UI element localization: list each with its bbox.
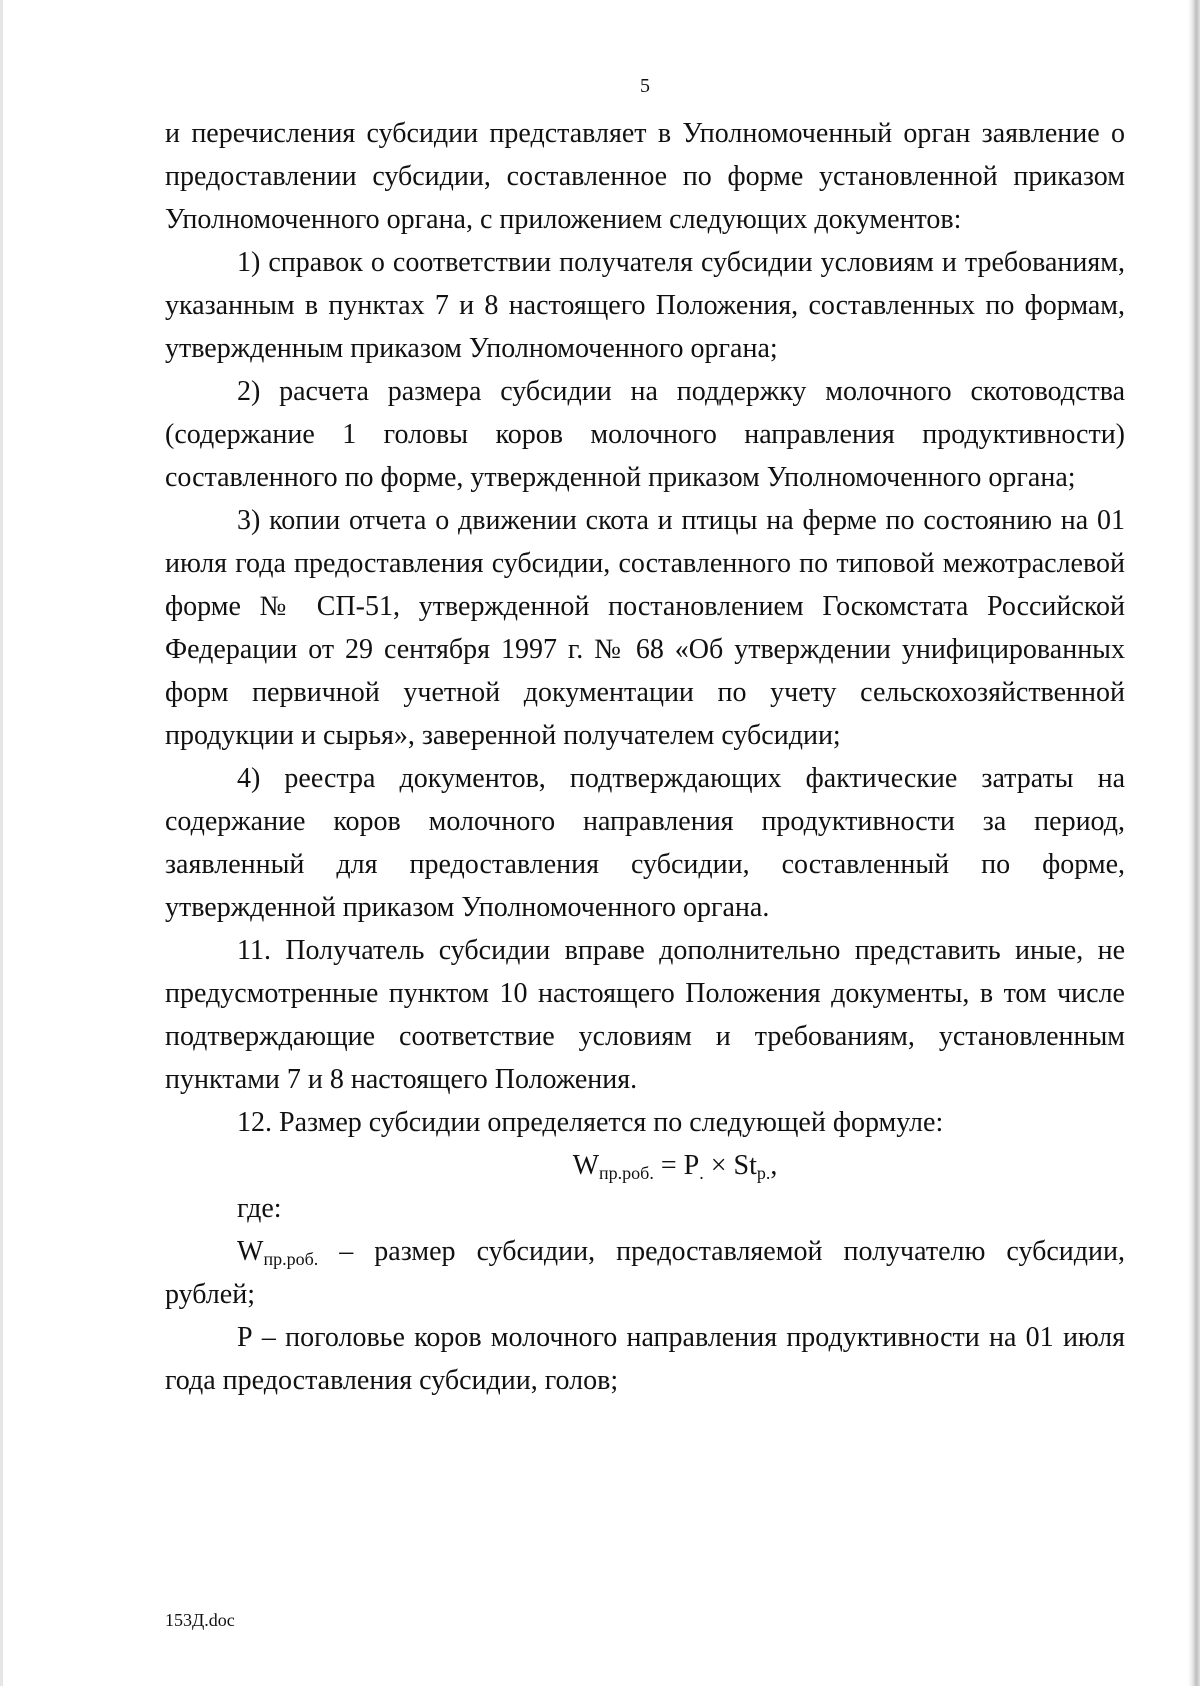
paragraph-intro: и перечисления субсидии представляет в Уполномоченный орган заявление о предоставлении субсидии, составленное по форме установленной приказом Уполномоченного органа, с приложением следующих документов: <box>165 118 1125 235</box>
page-number: 5 <box>640 75 650 97</box>
scan-right-edge <box>1188 0 1200 1686</box>
list-item-2: 2) расчета размера субсидии на поддержку молочного скотоводства (содержание 1 головы коров молочного направления продуктивности) составленного по форме, утвержденной приказом Уполномоченного органа; <box>165 376 1125 493</box>
definition-w-text: – размер субсидии, предоставляемой получателю субсидии, рублей; <box>165 1236 1125 1310</box>
list-item-3: 3) копии отчета о движении скота и птицы на ферме по состоянию на 01 июля года предоставления субсидии, составленного по типовой межотраслевой форме № СП-51, утвержденной постановлением Госкомстата Российской Федерации от 29 сентября 1997 г. № 68 «Об утверждении унифицированных форм первичной учетной документации по учету сельскохозяйственной продукции и сырья», заверенной получателем субсидии; <box>165 505 1125 751</box>
formula-times-st: × St <box>703 1150 757 1181</box>
scan-left-edge <box>0 0 3 1686</box>
clause-11: 11. Получатель субсидии вправе дополнительно представить иные, не предусмотренные пунктом 10 настоящего Положения документы, в том числе подтверждающие соответствие условиям и требованиям, установленным пунктами 7 и 8 настоящего Положения. <box>165 935 1125 1095</box>
definition-w-subscript: пр.роб. <box>263 1249 319 1269</box>
definition-w-symbol: W <box>237 1236 264 1267</box>
definition-p: Р – поголовье коров молочного направления продуктивности на 01 июля года предоставления субсидии, голов; <box>165 1322 1125 1396</box>
formula-st-subscript: р. <box>756 1163 771 1183</box>
file-name-footer: 153Д.doc <box>165 1610 235 1630</box>
clause-12: 12. Размер субсидии определяется по следующей формуле: <box>237 1107 944 1138</box>
subsidy-formula <box>165 1144 1125 1187</box>
definition-w <box>165 1230 1125 1316</box>
document-body <box>165 112 1125 1402</box>
formula-p-subscript: . <box>699 1163 704 1183</box>
formula-w: W <box>572 1150 600 1181</box>
formula-equals-p: = Р <box>653 1150 700 1181</box>
list-item-4: 4) реестра документов, подтверждающих фактические затраты на содержание коров молочного направления продуктивности за период, заявленный для предоставления субсидии, составленный по форме, утвержденной приказом Уполномоченного органа. <box>165 763 1125 923</box>
formula-w-subscript: пр.роб. <box>599 1163 654 1183</box>
where-label: где: <box>237 1193 282 1224</box>
list-item-1: 1) справок о соответствии получателя субсидии условиям и требованиям, указанным в пунктах 7 и 8 настоящего Положения, составленных по формам, утвержденным приказом Уполномоченного органа; <box>165 247 1125 364</box>
formula-tail: , <box>770 1150 778 1181</box>
